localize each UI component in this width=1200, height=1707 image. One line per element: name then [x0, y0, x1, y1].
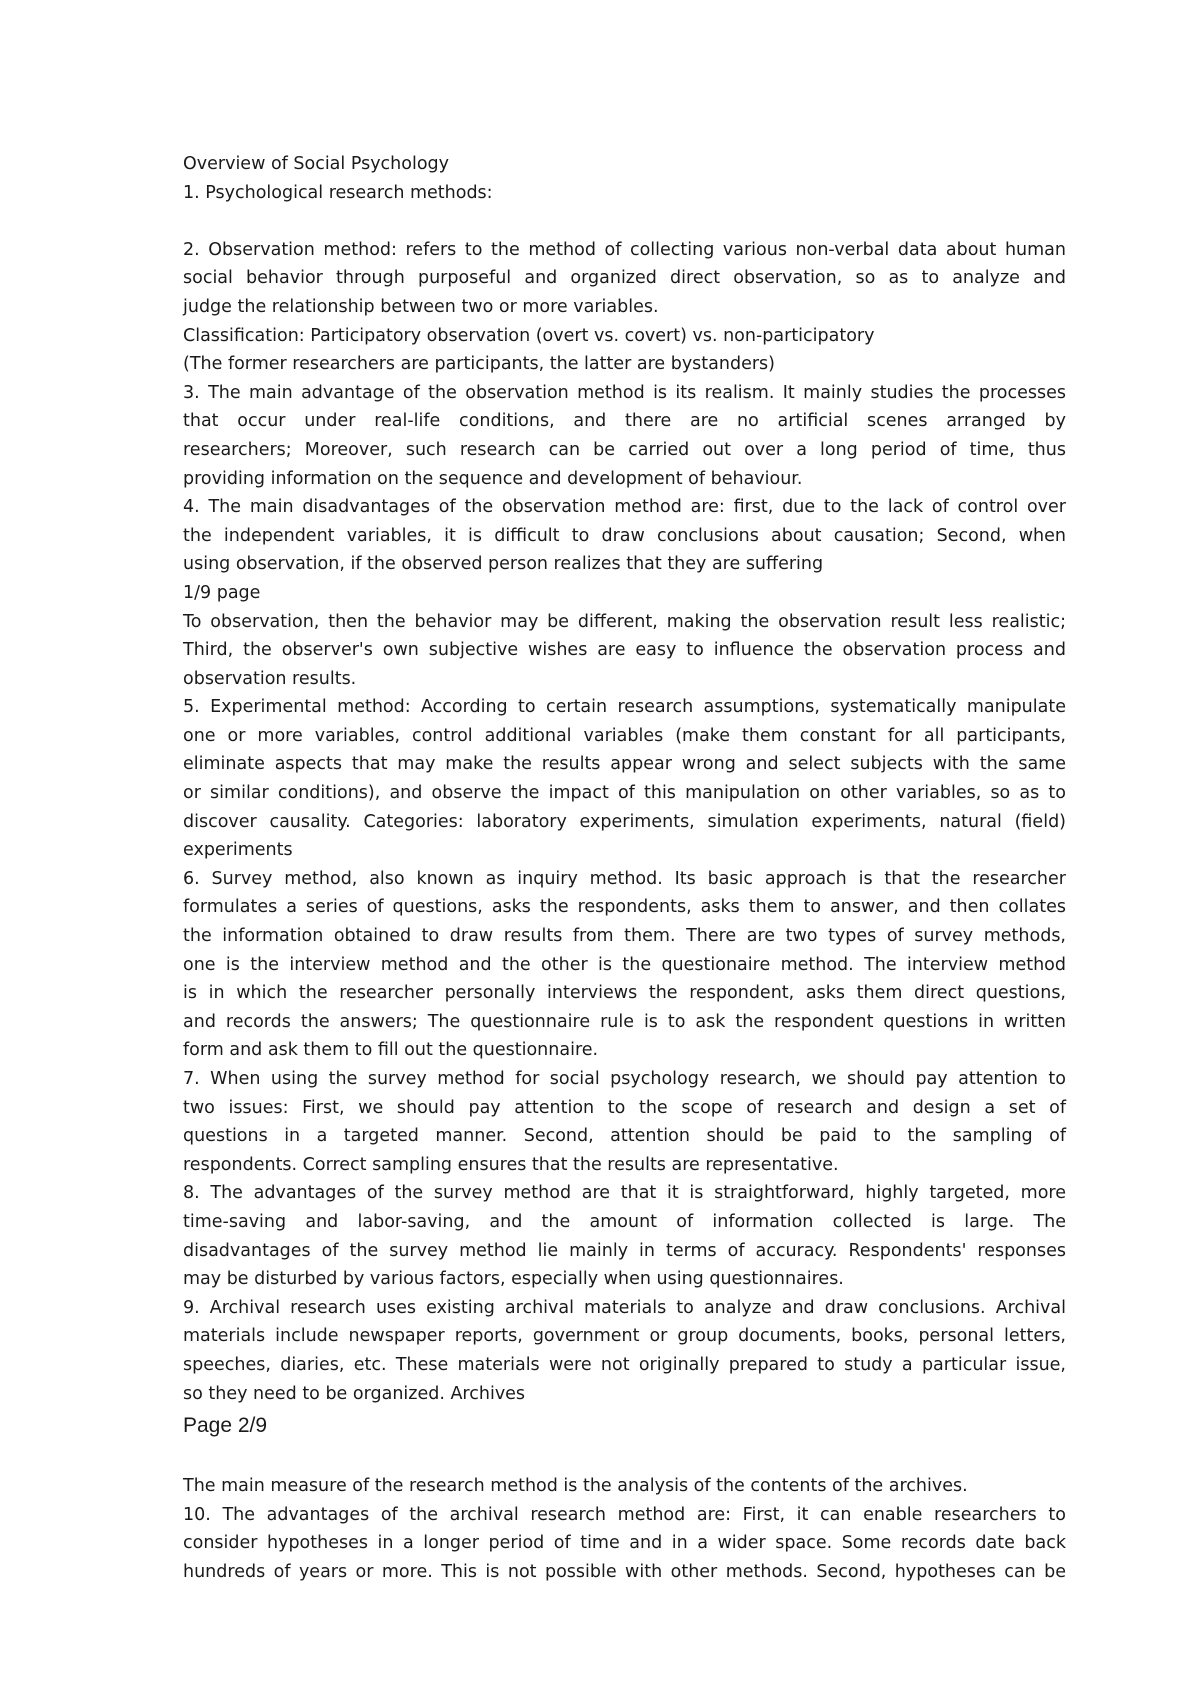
text-line: that occur under real-life conditions, and there are no artificial scenes arranged by: [183, 411, 1066, 432]
blank-line: [183, 207, 1066, 236]
text-line: hundreds of years or more. This is not possible with other methods. Second, hypotheses can be: [183, 1561, 1066, 1582]
text-line: formulates a series of questions, asks the respondents, asks them to answer, and then collates: [183, 897, 1066, 918]
text-line: 10. The advantages of the archival research method are: First, it can enable researchers to: [183, 1504, 1066, 1525]
text-line: 1/9 page: [183, 582, 261, 603]
text-line: materials include newspaper reports, government or group documents, books, personal letters,: [183, 1326, 1066, 1347]
text-line: the information obtained to draw results from them. There are two types of survey methods,: [183, 926, 1066, 947]
text-line: disadvantages of the survey method lie mainly in terms of accuracy. Respondents' responses: [183, 1240, 1066, 1261]
text-line: form and ask them to fill out the questionnaire.: [183, 1040, 599, 1061]
text-line: Classification: Participatory observation (overt vs. covert) vs. non-participatory: [183, 325, 875, 346]
text-line: To observation, then the behavior may be different, making the observation result less realistic;: [183, 611, 1066, 632]
document-page: [183, 150, 1066, 1587]
text-line: (The former researchers are participants, the latter are bystanders): [183, 354, 775, 375]
text-line: questions in a targeted manner. Second, attention should be paid to the sampling of: [183, 1126, 1066, 1147]
text-line: time-saving and labor-saving, and the amount of information collected is large. The: [183, 1211, 1066, 1232]
text-line: 3. The main advantage of the observation method is its realism. It mainly studies the processes: [183, 382, 1066, 403]
text-line: experiments: [183, 840, 293, 861]
text-line: 2. Observation method: refers to the method of collecting various non-verbal data about human: [183, 239, 1066, 260]
text-line: researchers; Moreover, such research can be carried out over a long period of time, thus: [183, 439, 1066, 460]
text-line: observation results.: [183, 668, 357, 689]
text-line: the independent variables, it is difficult to draw conclusions about causation; Second, when: [183, 525, 1066, 546]
text-line: consider hypotheses in a longer period of time and in a wider space. Some records date back: [183, 1533, 1066, 1554]
text-line: discover causality. Categories: laboratory experiments, simulation experiments, natural (field): [183, 811, 1066, 832]
text-line: providing information on the sequence and development of behaviour.: [183, 468, 803, 489]
text-line: two issues: First, we should pay attention to the scope of research and design a set of: [183, 1097, 1066, 1118]
text-line: 9. Archival research uses existing archival materials to analyze and draw conclusions. Archival: [183, 1297, 1066, 1318]
text-line: or similar conditions), and observe the impact of this manipulation on other variables, so as to: [183, 783, 1066, 804]
text-line: The main measure of the research method is the analysis of the contents of the archives.: [183, 1476, 968, 1497]
text-line: social behavior through purposeful and organized direct observation, so as to analyze and: [183, 268, 1066, 289]
text-line: Third, the observer's own subjective wishes are easy to influence the observation process and: [183, 640, 1066, 661]
document-body-part-2: [183, 1472, 1066, 1586]
text-line: 6. Survey method, also known as inquiry method. Its basic approach is that the researcher: [183, 868, 1066, 889]
text-line: respondents. Correct sampling ensures that the results are representative.: [183, 1154, 839, 1175]
text-line: judge the relationship between two or more variables.: [183, 296, 659, 317]
text-line: so they need to be organized. Archives: [183, 1383, 526, 1404]
text-line: 4. The main disadvantages of the observation method are: first, due to the lack of control over: [183, 497, 1066, 518]
text-line: using observation, if the observed person realizes that they are suffering: [183, 554, 824, 575]
text-line: one or more variables, control additional variables (make them constant for all participants,: [183, 725, 1066, 746]
text-line: and records the answers; The questionnaire rule is to ask the respondent questions in written: [183, 1011, 1066, 1032]
text-line: may be disturbed by various factors, especially when using questionnaires.: [183, 1269, 844, 1290]
text-line: Overview of Social Psychology: [183, 154, 450, 174]
text-line: 1. Psychological research methods:: [183, 182, 493, 203]
text-line: 7. When using the survey method for social psychology research, we should pay attention to: [183, 1069, 1066, 1089]
page-number-marker: Page 2/9: [183, 1414, 268, 1438]
text-line: 8. The advantages of the survey method are that it is straightforward, highly targeted, more: [183, 1183, 1066, 1204]
blank-spacer: [183, 1444, 1066, 1472]
text-line: one is the interview method and the other is the questionaire method. The interview method: [183, 954, 1066, 975]
document-body-part-1: [183, 150, 1066, 1408]
text-line: eliminate aspects that may make the results appear wrong and select subjects with the same: [183, 754, 1066, 775]
text-line: 5. Experimental method: According to certain research assumptions, systematically manipulate: [183, 697, 1066, 718]
text-line: is in which the researcher personally interviews the respondent, asks them direct questions,: [183, 983, 1066, 1004]
text-line: speeches, diaries, etc. These materials were not originally prepared to study a particular issue,: [183, 1354, 1066, 1375]
